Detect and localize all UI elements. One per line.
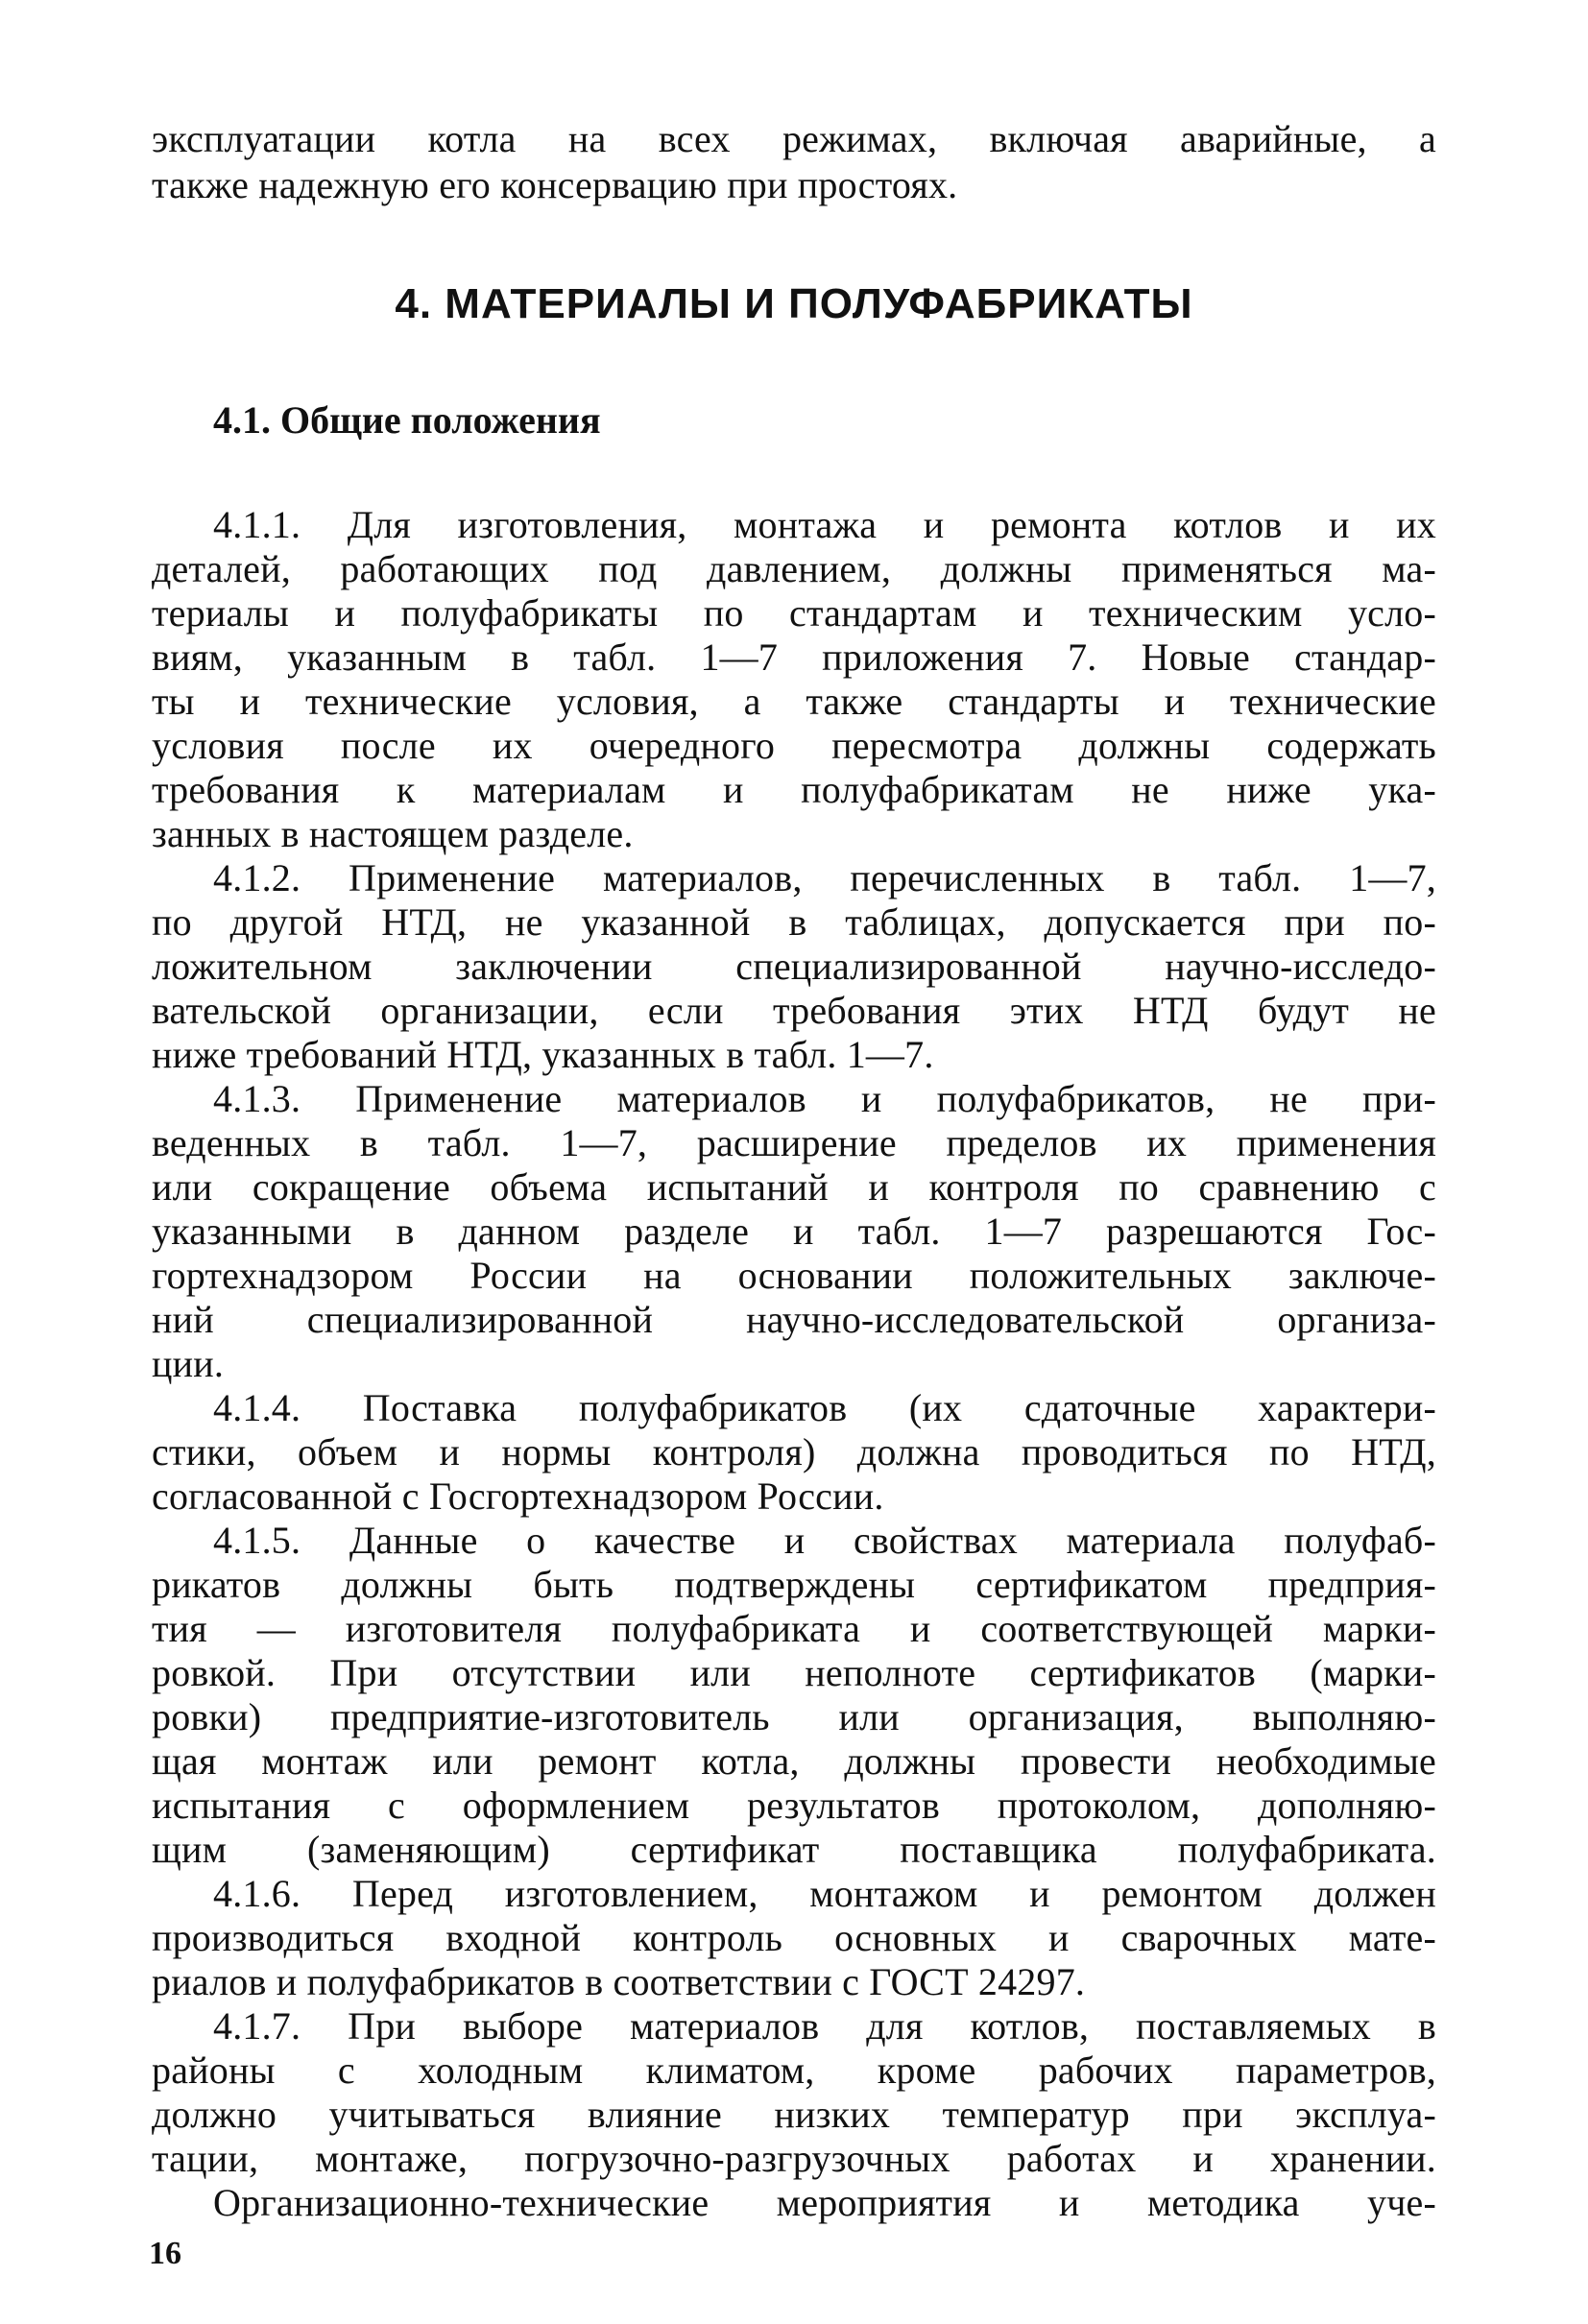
body-line-14: 4.1.3. Применение материалов и полуфабрикатов, не при- <box>213 1077 1436 1120</box>
body-line-37: должно учитываться влияние низких температур при эксплуа- <box>152 2093 1436 2136</box>
body-line-13: ниже требований НТД, указанных в табл. 1—7. <box>152 1033 934 1076</box>
intro-line-1: эксплуатации котла на всех режимах, включая аварийные, а <box>152 117 1436 160</box>
section-heading: 4. МАТЕРИАЛЫ И ПОЛУФАБРИКАТЫ <box>395 280 1193 327</box>
intro-line-2: также надежную его консервацию при простоях. <box>152 163 958 206</box>
body-line-28: ровки) предприятие-изготовитель или организация, выполняю- <box>152 1695 1436 1738</box>
body-line-15: веденных в табл. 1—7, расширение пределов их применения <box>152 1121 1436 1164</box>
body-line-22: стики, объем и нормы контроля) должна проводиться по НТД, <box>152 1430 1436 1473</box>
body-line-27: ровкой. При отсутствии или неполноте сертификатов (марки- <box>152 1651 1436 1694</box>
body-line-4: виям, указанным в табл. 1—7 приложения 7. Новые стандар- <box>152 635 1436 679</box>
body-line-11: ложительном заключении специализированной научно-исследо- <box>152 945 1436 988</box>
body-line-10: по другой НТД, не указанной в таблицах, допускается при по- <box>152 900 1436 944</box>
body-line-6: условия после их очередного пересмотра должны содержать <box>152 724 1436 767</box>
body-line-5: ты и технические условия, а также стандарты и технические <box>152 680 1436 723</box>
body-line-17: указанными в данном разделе и табл. 1—7 разрешаются Гос- <box>152 1210 1436 1253</box>
body-line-8: занных в настоящем разделе. <box>152 812 634 855</box>
body-line-30: испытания с оформлением результатов протоколом, дополняю- <box>152 1784 1436 1827</box>
body-line-3: териалы и полуфабрикаты по стандартам и техническим усло- <box>152 591 1436 635</box>
body-line-26: тия — изготовителя полуфабриката и соответствующей марки- <box>152 1607 1436 1650</box>
body-line-33: производиться входной контроль основных и сварочных мате- <box>152 1916 1436 1959</box>
body-line-2: деталей, работающих под давлением, должны применяться ма- <box>152 547 1436 590</box>
body-line-39: Организационно-технические мероприятия и методика уче- <box>213 2181 1436 2224</box>
body-line-9: 4.1.2. Применение материалов, перечисленных в табл. 1—7, <box>213 856 1436 899</box>
body-line-16: или сокращение объема испытаний и контроля по сравнению с <box>152 1165 1436 1209</box>
body-line-31: щим (заменяющим) сертификат поставщика полуфабриката. <box>152 1828 1436 1871</box>
page-number: 16 <box>149 2236 181 2271</box>
body-line-32: 4.1.6. Перед изготовлением, монтажом и ремонтом должен <box>213 1872 1436 1915</box>
body-line-25: рикатов должны быть подтверждены сертификатом предприя- <box>152 1563 1436 1606</box>
body-line-34: риалов и полуфабрикатов в соответствии с ГОСТ 24297. <box>152 1960 1086 2003</box>
body-line-7: требования к материалам и полуфабрикатам не ниже ука- <box>152 768 1436 811</box>
subsection-heading: 4.1. Общие положения <box>213 398 601 442</box>
body-line-23: согласованной с Госгортехнадзором России. <box>152 1474 884 1518</box>
body-line-20: ции. <box>152 1342 225 1385</box>
body-line-18: гортехнадзором России на основании положительных заключе- <box>152 1254 1436 1297</box>
body-line-21: 4.1.4. Поставка полуфабрикатов (их сдаточные характери- <box>213 1386 1436 1429</box>
body-line-36: районы с холодным климатом, кроме рабочих параметров, <box>152 2048 1436 2092</box>
body-line-12: вательской организации, если требования этих НТД будут не <box>152 989 1436 1032</box>
body-line-19: ний специализированной научно-исследовательской организа- <box>152 1298 1436 1341</box>
body-line-38: тации, монтаже, погрузочно-разгрузочных работах и хранении. <box>152 2137 1436 2180</box>
body-line-35: 4.1.7. При выборе материалов для котлов, поставляемых в <box>213 2004 1436 2048</box>
body-line-24: 4.1.5. Данные о качестве и свойствах материала полуфаб- <box>213 1519 1436 1562</box>
body-line-1: 4.1.1. Для изготовления, монтажа и ремонта котлов и их <box>213 503 1436 546</box>
body-line-29: щая монтаж или ремонт котла, должны провести необходимые <box>152 1739 1436 1783</box>
